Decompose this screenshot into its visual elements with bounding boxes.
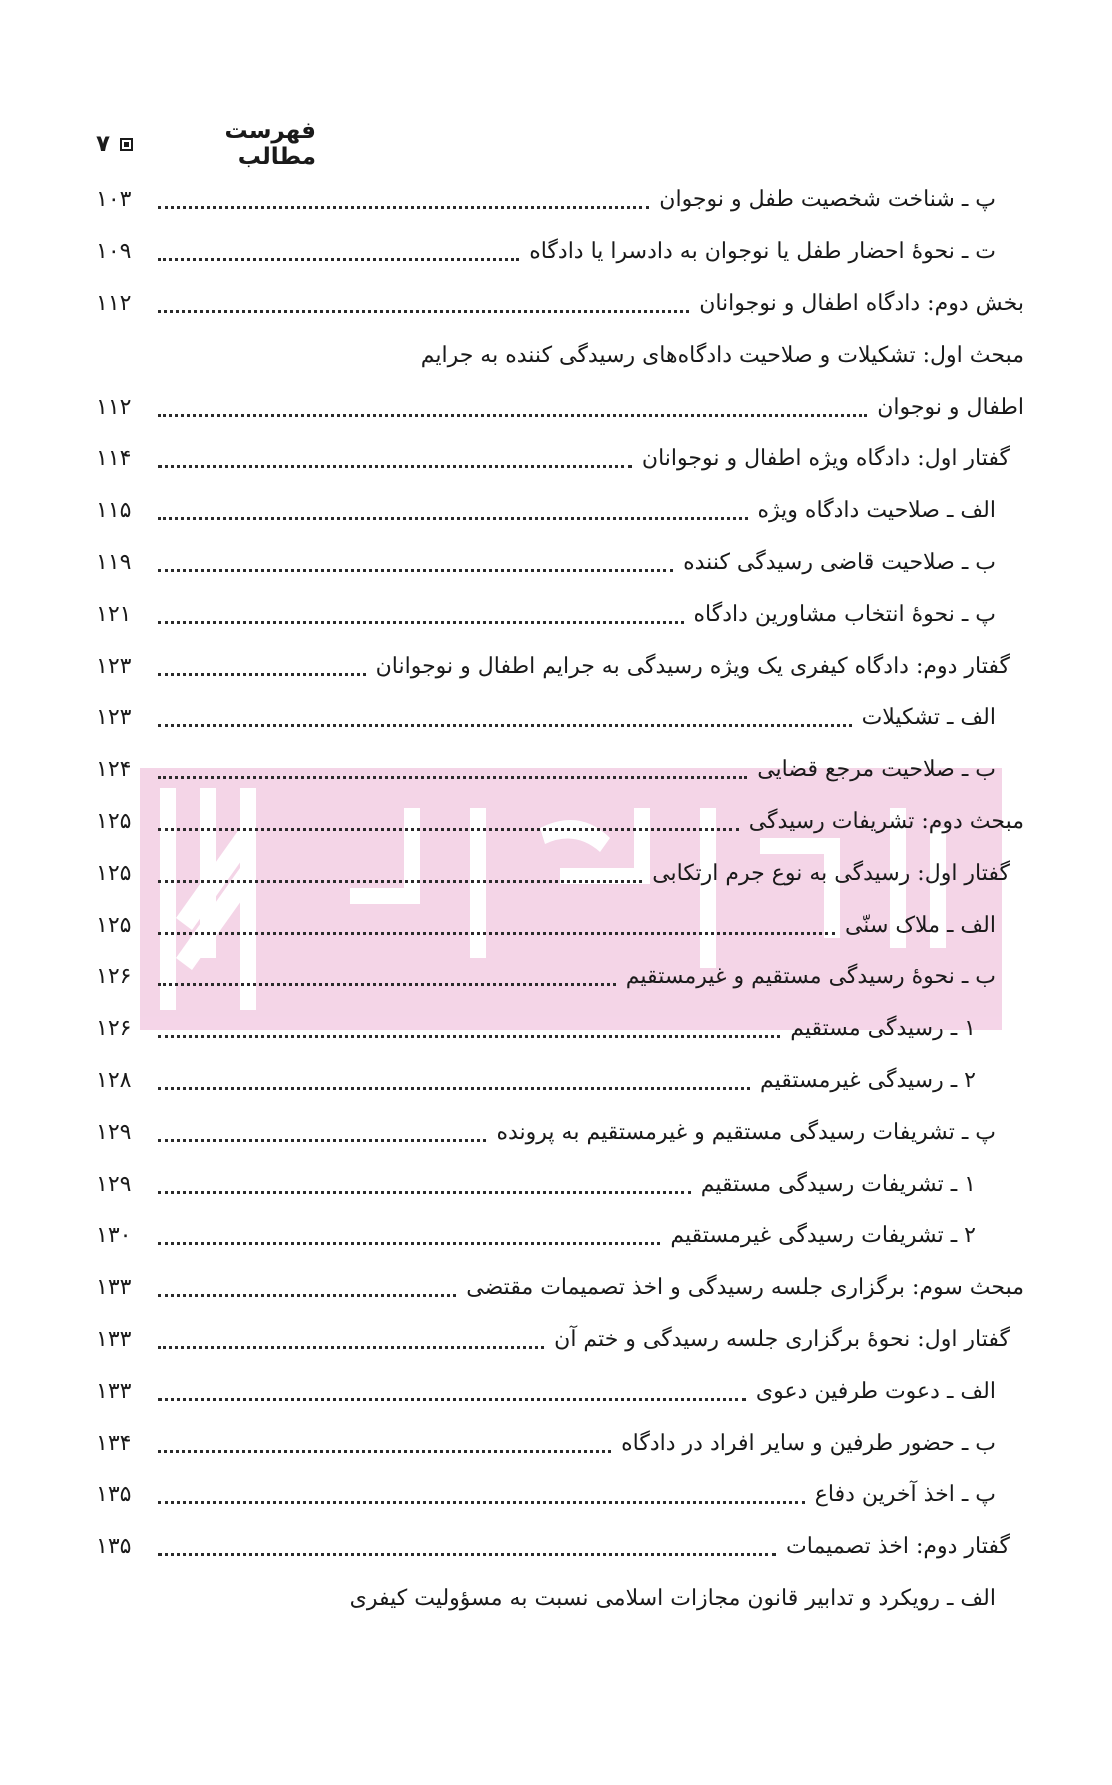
toc-entry-title: ب ـ صلاحیت مرجع قضایی — [757, 757, 996, 783]
toc-entry-page-number: ۱۲۹ — [96, 1171, 132, 1197]
toc-entry-title: بخش دوم: دادگاه اطفال و نوجوانان — [699, 290, 1024, 316]
toc-entry-page-number: ۱۲۳ — [96, 705, 132, 731]
dot-leader — [158, 724, 852, 727]
table-of-contents — [96, 174, 1032, 1624]
toc-entry-page-number: ۱۳۳ — [96, 1275, 132, 1301]
toc-entry — [96, 174, 1032, 226]
toc-entry — [96, 485, 1032, 537]
toc-entry-page-number: ۱۲۹ — [96, 1119, 132, 1145]
toc-entry — [96, 278, 1032, 330]
dot-leader — [158, 1450, 611, 1453]
dot-leader — [158, 206, 649, 209]
toc-entry-title: ۱ ـ رسیدگی مستقیم — [790, 1016, 976, 1042]
header-title: فهرست مطالب — [224, 118, 316, 170]
dot-leader — [158, 1191, 691, 1194]
toc-entry-title: گفتار دوم: اخذ تصمیمات — [786, 1534, 1010, 1560]
dot-leader — [158, 517, 748, 520]
toc-entry-title: مبحث سوم: برگزاری جلسه رسیدگی و اخذ تصمیمات مقتضی — [466, 1275, 1024, 1301]
toc-entry — [96, 796, 1032, 848]
toc-entry — [96, 1521, 1032, 1573]
dot-leader — [158, 828, 739, 831]
toc-entry-page-number: ۱۲۵ — [96, 808, 132, 834]
toc-entry — [96, 1469, 1032, 1521]
dot-leader — [158, 1553, 776, 1556]
toc-entry-page-number: ۱۱۹ — [96, 549, 132, 575]
toc-entry-title: ب ـ حضور طرفین و سایر افراد در دادگاه — [621, 1430, 996, 1456]
toc-entry — [96, 433, 1032, 485]
toc-entry-title: مبحث اول: تشکیلات و صلاحیت دادگاه‌های رسیدگی کننده به جرایم — [420, 342, 1024, 368]
toc-entry-page-number: ۱۲۶ — [96, 1016, 132, 1042]
toc-entry — [96, 1365, 1032, 1417]
toc-entry-page-number: ۱۳۰ — [96, 1223, 132, 1249]
toc-entry-page-number: ۱۳۳ — [96, 1326, 132, 1352]
toc-entry-page-number: ۱۲۶ — [96, 964, 132, 990]
toc-entry-title: گفتار اول: رسیدگی به نوع جرم ارتکابی — [652, 860, 1010, 886]
dot-leader — [158, 1501, 805, 1504]
toc-entry — [96, 588, 1032, 640]
toc-entry — [96, 381, 1032, 433]
toc-entry — [96, 744, 1032, 796]
dot-leader — [158, 414, 867, 417]
square-bullet-icon — [120, 138, 133, 151]
toc-entry-page-number: ۱۰۳ — [96, 187, 132, 213]
toc-entry-title: پ ـ اخذ آخرین دفاع — [814, 1482, 996, 1508]
toc-entry-page-number: ۱۳۵ — [96, 1534, 132, 1560]
toc-entry-page-number: ۱۱۲ — [96, 290, 132, 316]
toc-entry-page-number: ۱۲۱ — [96, 601, 132, 627]
toc-entry — [96, 1417, 1032, 1469]
toc-entry — [96, 1106, 1032, 1158]
toc-entry-title: ۲ ـ تشریفات رسیدگی غیرمستقیم — [670, 1223, 976, 1249]
toc-entry-page-number: ۱۲۵ — [96, 912, 132, 938]
dot-leader — [158, 1294, 456, 1297]
toc-entry-title: پ ـ تشریفات رسیدگی مستقیم و غیرمستقیم به پرونده — [496, 1119, 996, 1145]
dot-leader — [158, 1346, 544, 1349]
toc-entry — [96, 1210, 1032, 1262]
toc-entry — [96, 1003, 1032, 1055]
toc-entry-title: الف ـ صلاحیت دادگاه ویژه — [757, 498, 996, 524]
toc-entry-page-number: ۱۳۴ — [96, 1430, 132, 1456]
toc-entry-title: ت ـ نحوهٔ احضار طفل یا نوجوان به دادسرا یا دادگاه — [529, 239, 996, 265]
dot-leader — [158, 258, 519, 261]
toc-entry — [96, 1262, 1032, 1314]
toc-entry — [96, 1158, 1032, 1210]
dot-leader — [158, 1242, 660, 1245]
toc-entry — [96, 951, 1032, 1003]
toc-entry — [96, 692, 1032, 744]
toc-entry-title: گفتار اول: دادگاه ویژه اطفال و نوجوانان — [641, 446, 1010, 472]
dot-leader — [158, 1139, 486, 1142]
toc-entry-title: پ ـ نحوهٔ انتخاب مشاورین دادگاه — [693, 601, 996, 627]
toc-entry-page-number: ۱۱۴ — [96, 446, 132, 472]
toc-entry-title: ۲ ـ رسیدگی غیرمستقیم — [759, 1067, 976, 1093]
toc-entry-page-number: ۱۲۵ — [96, 860, 132, 886]
toc-entry-title: مبحث دوم: تشریفات رسیدگی — [748, 808, 1024, 834]
toc-entry-page-number: ۱۲۴ — [96, 757, 132, 783]
toc-entry — [96, 1055, 1032, 1107]
toc-entry-title: اطفال و نوجوان — [877, 394, 1024, 420]
toc-entry — [96, 1573, 1032, 1625]
toc-entry — [96, 537, 1032, 589]
dot-leader — [158, 880, 642, 883]
toc-entry — [96, 1314, 1032, 1366]
toc-entry — [96, 899, 1032, 951]
dot-leader — [158, 983, 616, 986]
toc-entry-page-number: ۱۰۹ — [96, 239, 132, 265]
dot-leader — [158, 673, 366, 676]
dot-leader — [158, 310, 689, 313]
toc-entry-title: الف ـ ملاک سنّی — [844, 912, 996, 938]
toc-entry-page-number: ۱۳۳ — [96, 1378, 132, 1404]
toc-entry-page-number: ۱۲۸ — [96, 1067, 132, 1093]
toc-entry-page-number: ۱۲۳ — [96, 653, 132, 679]
dot-leader — [158, 776, 747, 779]
toc-entry-title: گفتار اول: نحوهٔ برگزاری جلسه رسیدگی و ختم آن — [554, 1326, 1010, 1352]
dot-leader — [158, 621, 684, 624]
toc-entry-title: الف ـ تشکیلات — [861, 705, 996, 731]
dot-leader — [158, 1087, 750, 1090]
toc-entry — [96, 847, 1032, 899]
dot-leader — [158, 465, 632, 468]
toc-entry-page-number: ۱۱۲ — [96, 394, 132, 420]
running-header — [96, 118, 316, 170]
toc-entry — [96, 226, 1032, 278]
toc-entry-title: ب ـ نحوهٔ رسیدگی مستقیم و غیرمستقیم — [625, 964, 996, 990]
toc-entry — [96, 640, 1032, 692]
toc-entry — [96, 329, 1032, 381]
toc-entry-title: پ ـ شناخت شخصیت طفل و نوجوان — [659, 187, 996, 213]
dot-leader — [158, 1035, 780, 1038]
toc-entry-title: الف ـ دعوت طرفین دعوی — [755, 1378, 996, 1404]
toc-entry-title: ب ـ صلاحیت قاضی رسیدگی کننده — [683, 549, 996, 575]
dot-leader — [158, 1398, 746, 1401]
toc-entry-title: الف ـ رویکرد و تدابیر قانون مجازات اسلامی نسبت به مسؤولیت کیفری — [349, 1585, 996, 1611]
toc-entry-title: گفتار دوم: دادگاه کیفری یک ویژه رسیدگی به جرایم اطفال و نوجوانان — [375, 653, 1010, 679]
toc-entry-page-number: ۱۳۵ — [96, 1482, 132, 1508]
toc-entry-page-number: ۱۱۵ — [96, 498, 132, 524]
header-page-number: ۷ — [96, 131, 111, 157]
dot-leader — [158, 569, 673, 572]
dot-leader — [158, 932, 835, 935]
toc-entry-title: ۱ ـ تشریفات رسیدگی مستقیم — [700, 1171, 976, 1197]
